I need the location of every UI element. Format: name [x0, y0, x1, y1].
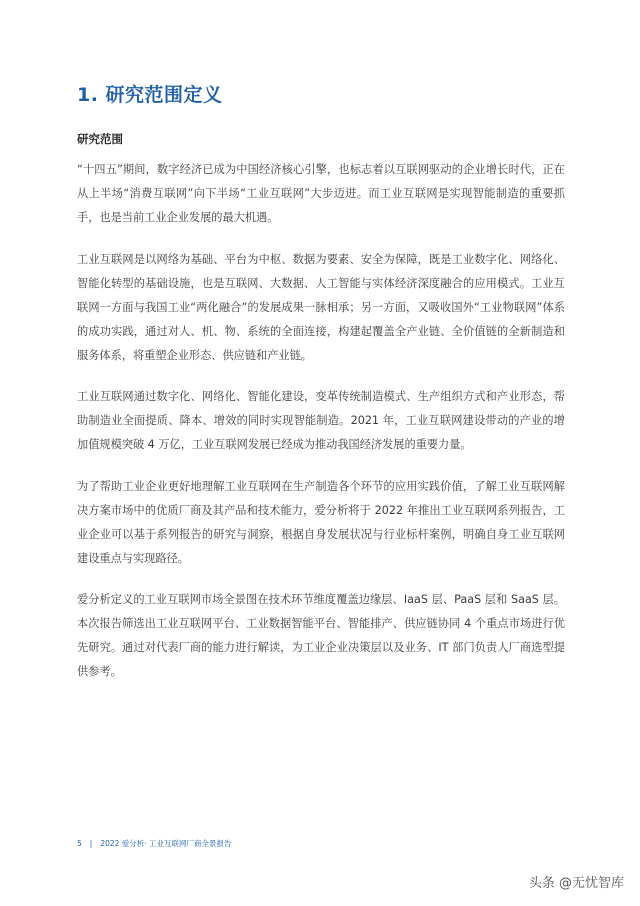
report-name: 2022 爱分析· 工业互联网厂商全景报告 [100, 839, 232, 848]
paragraph-3: 工业互联网通过数字化、网络化、智能化建设，变革传统制造模式、生产组织方式和产业形态，帮助制造业全面提质、降本、增效的同时实现智能制造。2021 年，工业互联网建设带动的产业的增加值规模突破 4 万亿，工业互联网发展已经成为推动我国经济发展的重要力量。 [77, 390, 565, 451]
sub-heading: 研究范围 [77, 132, 123, 146]
paragraph-2: 工业互联网是以网络为基础、平台为中枢、数据为要素、安全为保障，既是工业数字化、网络化、智能化转型的基础设施，也是互联网、大数据、人工智能与实体经济深度融合的应用模式。工业互联网一方面与我国工业“两化融合”的发展成果一脉相承；另一方面，又吸收国外“工业物联网”体系的成功实践，通过对人、机、物、系统的全面连接，构建起覆盖全产业链、全价值链的全新制造和服务体系，将重塑企业形态、供应链和产业链。 [77, 252, 565, 362]
paragraph-5: 爱分析定义的工业互联网市场全景图在技术环节维度覆盖边缘层、IaaS 层、PaaS 层和 SaaS 层。本次报告筛选出工业互联网平台、工业数据智能平台、智能排产、供应链协同 4 个重点市场进行优先研究。通过对代表厂商的能力进行解读，为工业企业决策层以及业务、IT 部门负责人厂商选型提供参考。 [77, 593, 565, 678]
footer-separator: | [89, 839, 93, 848]
paragraph-4: 为了帮助工业企业更好地理解工业互联网在生产制造各个环节的应用实践价值，了解工业互联网解决方案市场中的优质厂商及其产品和技术能力，爱分析将于 2022 年推出工业互联网系列报告，工业企业可以基于系列报告的研究与洞察，根据自身发展状况与行业标杆案例，明确自身工业互联网建设重点与实现路径。 [77, 479, 565, 565]
body-text [77, 158, 565, 702]
page-footer [77, 838, 232, 849]
watermark: 头条 @无忧智库 [528, 876, 624, 891]
section-title: 1. 研究范围定义 [77, 84, 223, 106]
paragraph-1: “十四五”期间，数字经济已成为中国经济核心引擎，也标志着以互联网驱动的企业增长时代，正在从上半场“消费互联网”向下半场“工业互联网”大步迈进。而工业互联网是实现智能制造的重要抓手，也是当前工业企业发展的最大机遇。 [77, 163, 565, 224]
page-number: 5 [77, 839, 82, 848]
